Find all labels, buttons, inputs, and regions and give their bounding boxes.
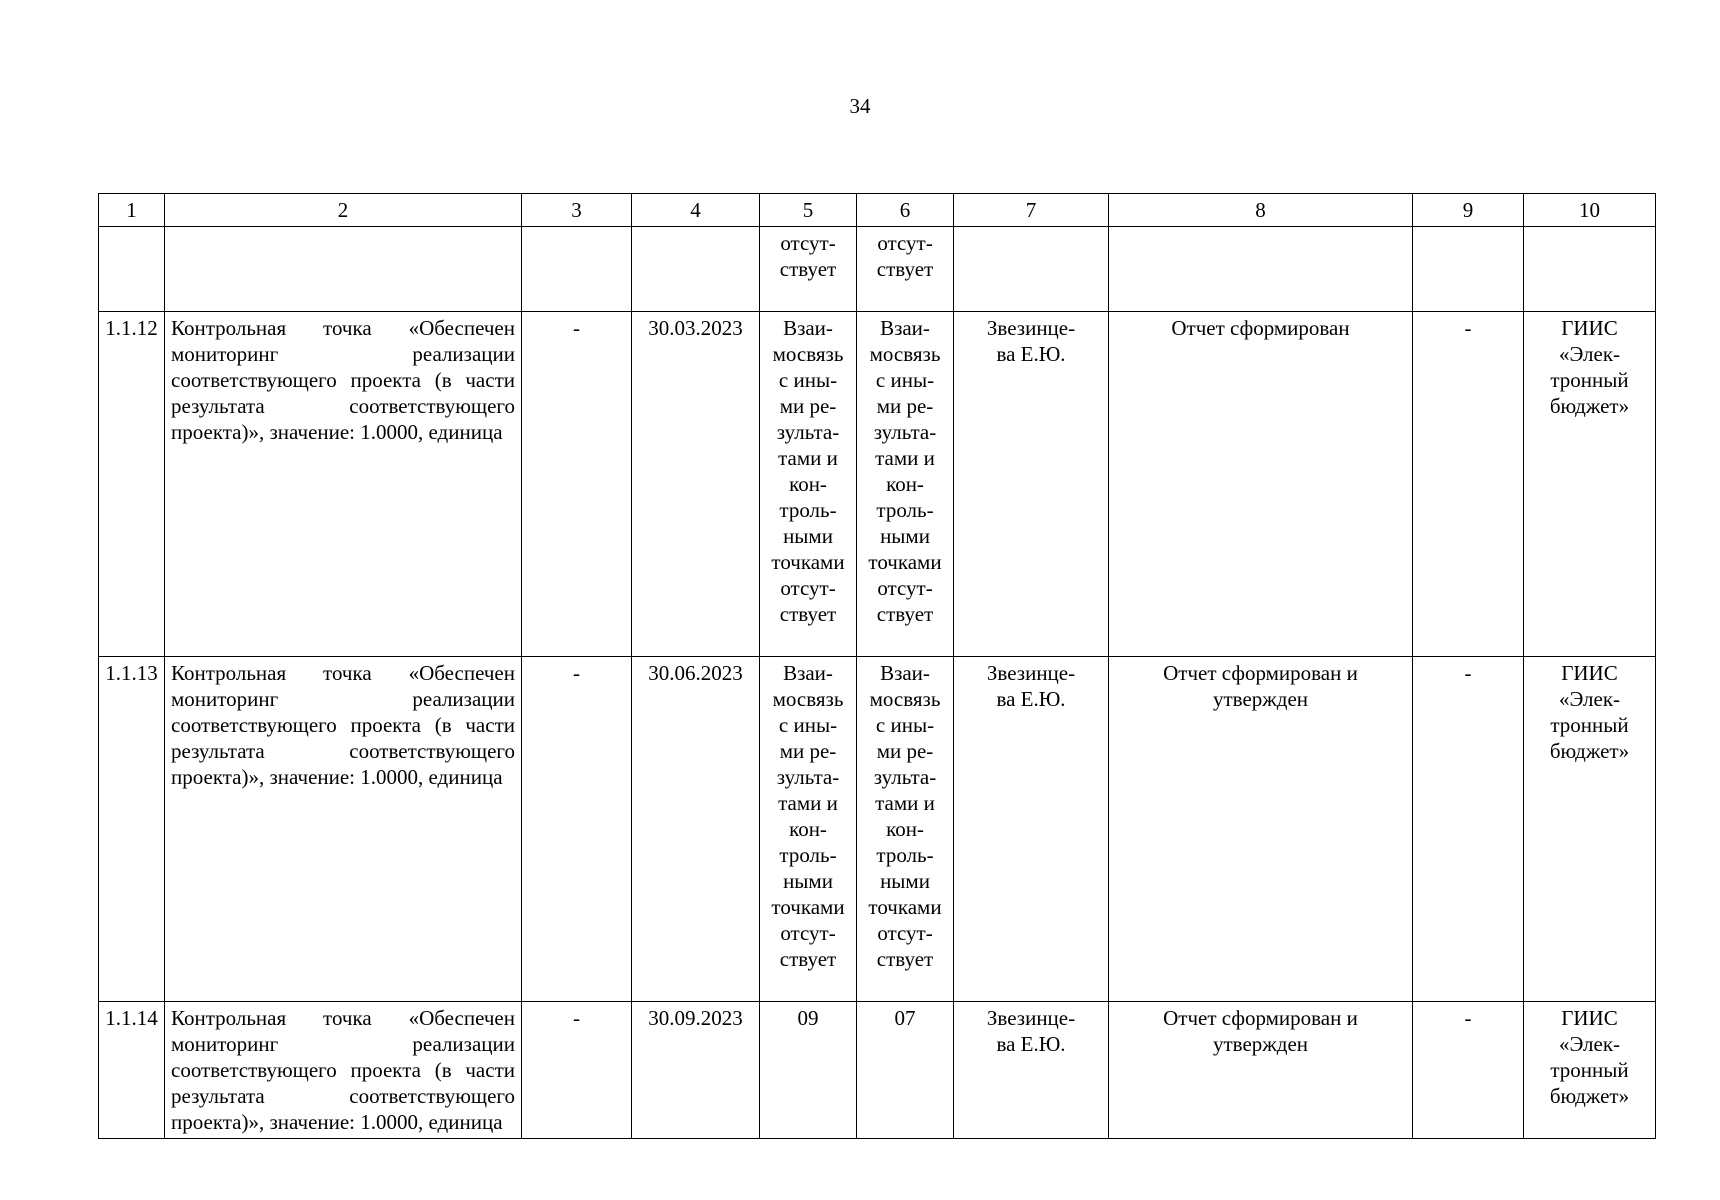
column-9-value: - xyxy=(1413,1002,1524,1139)
table-row xyxy=(99,1002,1656,1139)
cell-line: ствует xyxy=(779,602,837,626)
row-number: 1.1.12 xyxy=(99,312,165,657)
cell-line: точками xyxy=(771,550,845,574)
cell-line: с ины- xyxy=(778,713,838,737)
cell-line: ствует xyxy=(779,257,837,281)
cell-line: бюджет» xyxy=(1549,739,1630,763)
column-3-value: - xyxy=(522,1002,632,1139)
cell-line: Звезинце- xyxy=(986,316,1076,340)
relationship-cell xyxy=(760,657,857,1002)
control-points-table xyxy=(98,193,1656,1139)
column-number: 5 xyxy=(760,194,857,227)
cell-line: бюджет» xyxy=(1549,1084,1630,1108)
due-date: 30.06.2023 xyxy=(632,657,760,1002)
cell-line: ными xyxy=(783,869,833,893)
cell-line: троль- xyxy=(876,498,934,522)
cell-line: ными xyxy=(880,524,930,548)
row-number: 1.1.14 xyxy=(99,1002,165,1139)
result-description xyxy=(1109,312,1413,657)
relationship-cell xyxy=(857,227,954,312)
column-9-value: - xyxy=(1413,312,1524,657)
cell-line: отсут- xyxy=(877,576,933,600)
cell-line: утвержден xyxy=(1212,687,1309,711)
column-number-header-row xyxy=(99,194,1656,227)
relationship-cell xyxy=(760,1002,857,1139)
cell-line: 07 xyxy=(894,1006,916,1030)
cell-line: зульта- xyxy=(776,420,840,444)
continuation-row xyxy=(99,227,1656,312)
responsible-person xyxy=(954,312,1109,657)
cell-line: «Элек- xyxy=(1558,687,1621,711)
cell-line: зульта- xyxy=(776,765,840,789)
cell-line: тронный xyxy=(1550,713,1629,737)
information-system xyxy=(1524,657,1656,1002)
responsible-person xyxy=(954,1002,1109,1139)
cell-line: ми ре- xyxy=(779,394,837,418)
cell-line: тами и xyxy=(778,791,838,815)
cell-line: Взаи- xyxy=(783,661,833,685)
cell-line: Звезинце- xyxy=(986,1006,1076,1030)
cell-line: тами и xyxy=(875,791,935,815)
table-row xyxy=(99,312,1656,657)
table-cell xyxy=(522,227,632,312)
column-9-value: - xyxy=(1413,657,1524,1002)
table-cell xyxy=(1524,227,1656,312)
cell-line: 09 xyxy=(797,1006,819,1030)
cell-line: ми ре- xyxy=(779,739,837,763)
cell-line: ными xyxy=(783,524,833,548)
cell-line: Отчет сформирован xyxy=(1171,316,1350,340)
cell-line: отсут- xyxy=(877,921,933,945)
cell-line: ствует xyxy=(876,947,934,971)
cell-line: отсут- xyxy=(877,231,933,255)
cell-line: кон- xyxy=(886,817,924,841)
cell-line: ми ре- xyxy=(876,739,934,763)
due-date: 30.09.2023 xyxy=(632,1002,760,1139)
cell-line: мосвязь xyxy=(772,687,844,711)
cell-line: Отчет сформирован и xyxy=(1163,661,1358,685)
cell-line: ва Е.Ю. xyxy=(996,342,1066,366)
table-cell xyxy=(1109,227,1413,312)
table-row xyxy=(99,657,1656,1002)
table-cell xyxy=(99,227,165,312)
cell-line: Звезинце- xyxy=(986,661,1076,685)
table-cell xyxy=(632,227,760,312)
relationship-cell xyxy=(760,227,857,312)
cell-line: «Элек- xyxy=(1558,342,1621,366)
column-number: 10 xyxy=(1524,194,1656,227)
cell-line: ми ре- xyxy=(876,394,934,418)
cell-line: точками xyxy=(868,550,942,574)
relationship-cell xyxy=(857,312,954,657)
column-3-value: - xyxy=(522,657,632,1002)
cell-line: Взаи- xyxy=(783,316,833,340)
column-number: 4 xyxy=(632,194,760,227)
relationship-cell xyxy=(857,657,954,1002)
cell-line: отсут- xyxy=(780,921,836,945)
cell-line: ГИИС xyxy=(1561,661,1618,685)
cell-line: с ины- xyxy=(778,368,838,392)
column-number: 7 xyxy=(954,194,1109,227)
cell-line: тами и xyxy=(778,446,838,470)
cell-line: кон- xyxy=(886,472,924,496)
cell-line: ствует xyxy=(876,602,934,626)
cell-line: с ины- xyxy=(875,368,935,392)
cell-line: бюджет» xyxy=(1549,394,1630,418)
column-number: 6 xyxy=(857,194,954,227)
cell-line: тронный xyxy=(1550,1058,1629,1082)
cell-line: Отчет сформирован и xyxy=(1163,1006,1358,1030)
table-cell xyxy=(1413,227,1524,312)
information-system xyxy=(1524,312,1656,657)
column-number: 8 xyxy=(1109,194,1413,227)
cell-line: троль- xyxy=(779,843,837,867)
information-system xyxy=(1524,1002,1656,1139)
column-number: 9 xyxy=(1413,194,1524,227)
cell-line: троль- xyxy=(779,498,837,522)
cell-line: зульта- xyxy=(873,420,937,444)
cell-line: троль- xyxy=(876,843,934,867)
cell-line: зульта- xyxy=(873,765,937,789)
result-description xyxy=(1109,1002,1413,1139)
cell-line: ными xyxy=(880,869,930,893)
cell-line: тами и xyxy=(875,446,935,470)
cell-line: точками xyxy=(771,895,845,919)
column-number: 2 xyxy=(165,194,522,227)
cell-line: «Элек- xyxy=(1558,1032,1621,1056)
table-cell xyxy=(165,227,522,312)
responsible-person xyxy=(954,657,1109,1002)
relationship-cell xyxy=(760,312,857,657)
page-number: 34 xyxy=(849,94,871,118)
cell-line: Взаи- xyxy=(880,316,930,340)
relationship-cell xyxy=(857,1002,954,1139)
cell-line: мосвязь xyxy=(772,342,844,366)
result-description xyxy=(1109,657,1413,1002)
table-cell xyxy=(954,227,1109,312)
cell-line: ствует xyxy=(779,947,837,971)
cell-line: ва Е.Ю. xyxy=(996,1032,1066,1056)
cell-line: точками xyxy=(868,895,942,919)
cell-line: ГИИС xyxy=(1561,316,1618,340)
cell-line: мосвязь xyxy=(869,687,941,711)
cell-line: отсут- xyxy=(780,231,836,255)
due-date: 30.03.2023 xyxy=(632,312,760,657)
control-point-name: Контрольная точка «Обеспечен мониторинг реализации соответствующего проекта (в части результата соответствующего проекта)», значение: 1.0000, единица xyxy=(165,1002,522,1139)
cell-line: кон- xyxy=(789,817,827,841)
column-3-value: - xyxy=(522,312,632,657)
cell-line: кон- xyxy=(789,472,827,496)
cell-line: отсут- xyxy=(780,576,836,600)
cell-line: мосвязь xyxy=(869,342,941,366)
cell-line: Взаи- xyxy=(880,661,930,685)
cell-line: с ины- xyxy=(875,713,935,737)
control-point-name: Контрольная точка «Обеспечен мониторинг реализации соответствующего проекта (в части результата соответствующего проекта)», значение: 1.0000, единица xyxy=(165,312,522,657)
cell-line: ГИИС xyxy=(1561,1006,1618,1030)
column-number: 1 xyxy=(99,194,165,227)
column-number: 3 xyxy=(522,194,632,227)
cell-line: тронный xyxy=(1550,368,1629,392)
row-number: 1.1.13 xyxy=(99,657,165,1002)
cell-line: ствует xyxy=(876,257,934,281)
control-point-name: Контрольная точка «Обеспечен мониторинг реализации соответствующего проекта (в части результата соответствующего проекта)», значение: 1.0000, единица xyxy=(165,657,522,1002)
cell-line: ва Е.Ю. xyxy=(996,687,1066,711)
cell-line: утвержден xyxy=(1212,1032,1309,1056)
